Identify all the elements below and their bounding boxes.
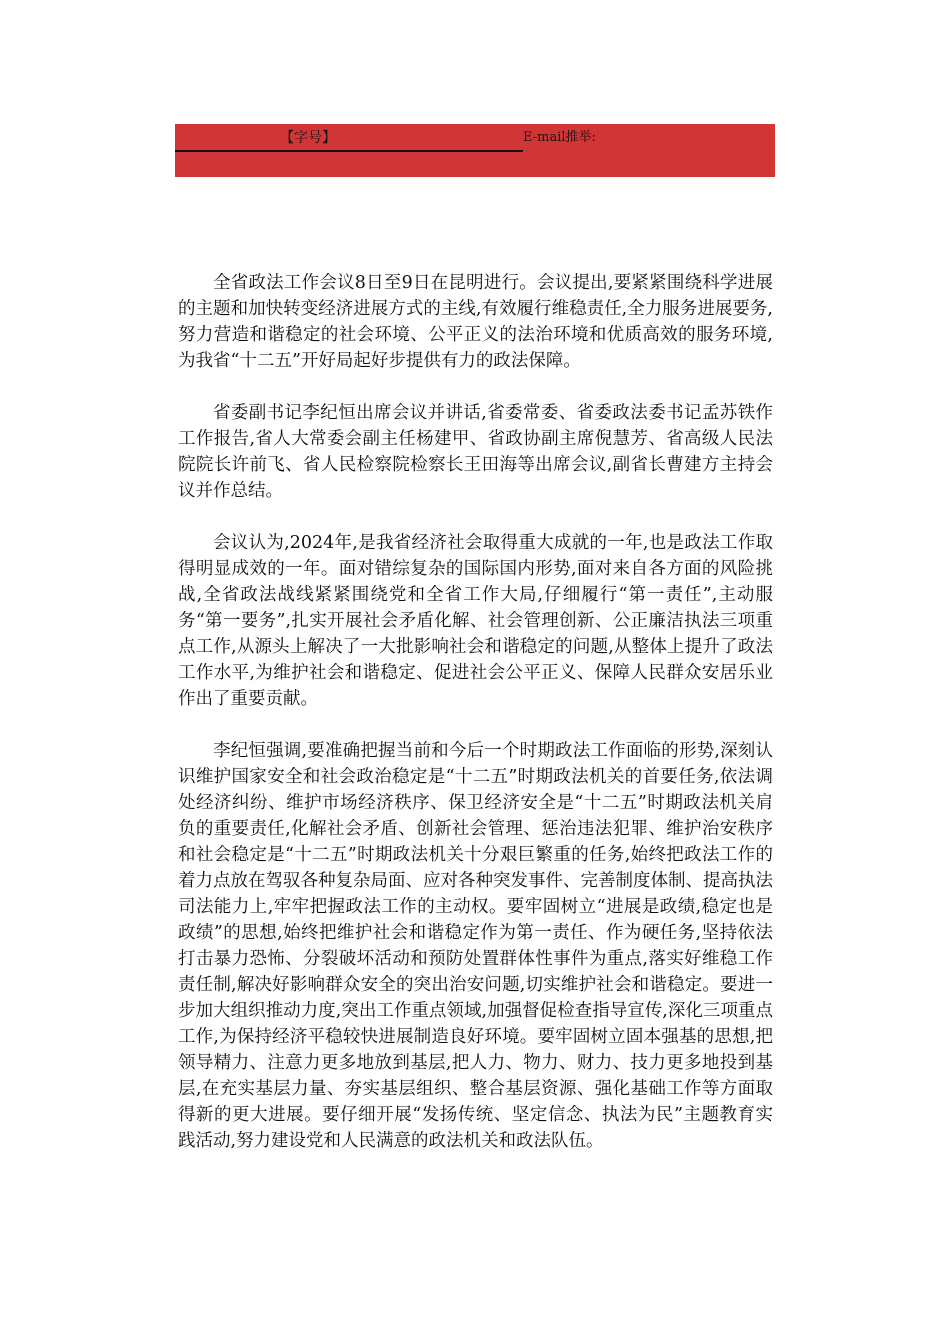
- article-body: [178, 270, 773, 1180]
- banner-divider: [175, 150, 523, 152]
- email-recommend-link[interactable]: E-mail推举:: [523, 130, 596, 145]
- article-paragraph: 省委副书记李纪恒出席会议并讲话,省委常委、省委政法委书记孟苏铁作工作报告,省人大常委会副主任杨建甲、省政协副主席倪慧芳、省高级人民法院院长许前飞、省人民检察院检察长王田海等出席会议,副省长曹建方主持会议并作总结。: [178, 403, 773, 501]
- article-paragraph: 李纪恒强调,要准确把握当前和今后一个时期政法工作面临的形势,深刻认识维护国家安全和社会政治稳定是“十二五”时期政法机关的首要任务,依法调处经济纠纷、维护市场经济秩序、保卫经济安全是“十二五”时期政法机关肩负的重要责任,化解社会矛盾、创新社会管理、惩治违法犯罪、维护治安秩序和社会稳定是“十二五”时期政法机关十分艰巨繁重的任务,始终把政法工作的着力点放在驾驭各种复杂局面、应对各种突发事件、完善制度体制、提高执法司法能力上,牢牢把握政法工作的主动权。要牢固树立“进展是政绩,稳定也是政绩”的思想,始终把维护社会和谐稳定作为第一责任、作为硬任务,坚持依法打击暴力恐怖、分裂破坏活动和预防处置群体性事件为重点,落实好维稳工作责任制,解决好影响群众安全的突出治安问题,切实维护社会和谐稳定。要进一步加大组织推动力度,突出工作重点领域,加强督促检查指导宣传,深化三项重点工作,为保持经济平稳较快进展制造良好环境。要牢固树立固本强基的思想,把领导精力、注意力更多地放到基层,把人力、物力、财力、技力更多地投到基层,在充实基层力量、夯实基层组织、整合基层资源、强化基础工作等方面取得新的更大进展。要仔细开展“发扬传统、坚定信念、执法为民”主题教育实践活动,努力建设党和人民满意的政法机关和政法队伍。: [178, 741, 773, 1151]
- article-paragraph: 会议认为,2024年,是我省经济社会取得重大成就的一年,也是政法工作取得明显成效的一年。面对错综复杂的国际国内形势,面对来自各方面的风险挑战,全省政法战线紧紧围绕党和全省工作大局,仔细履行“第一责任”,主动服务“第一要务”,扎实开展社会矛盾化解、社会管理创新、公正廉洁执法三项重点工作,从源头上解决了一大批影响社会和谐稳定的问题,从整体上提升了政法工作水平,为维护社会和谐稳定、促进社会公平正义、保障人民群众安居乐业作出了重要贡献。: [178, 533, 773, 709]
- font-size-link[interactable]: 【字号】: [280, 130, 336, 146]
- article-paragraph: 全省政法工作会议8日至9日在昆明进行。会议提出,要紧紧围绕科学进展的主题和加快转变经济进展方式的主线,有效履行维稳责任,全力服务进展要务,努力营造和谐稳定的社会环境、公平正义的法治环境和优质高效的服务环境,为我省“十二五”开好局起好步提供有力的政法保障。: [178, 273, 773, 371]
- header-banner: [175, 124, 775, 177]
